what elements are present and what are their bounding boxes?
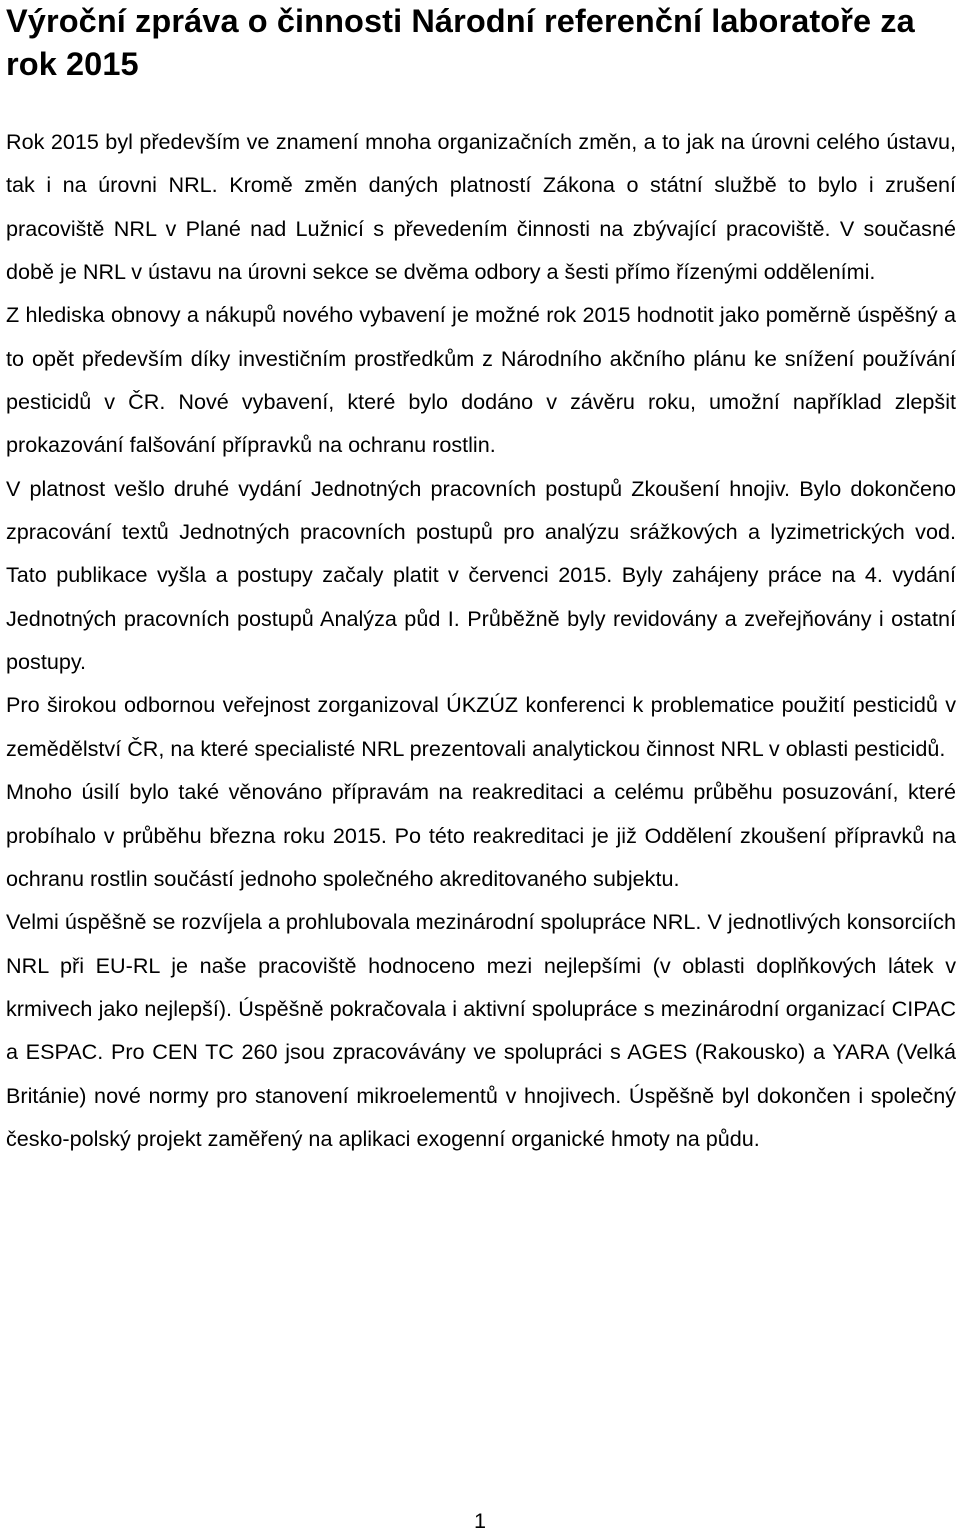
paragraph-conference: Pro širokou odbornou veřejnost zorganizoval ÚKZÚZ konferenci k problematice použití pesticidů v zemědělství ČR, na které specialisté NRL prezentovali analytickou činnost NRL v oblasti pesticidů. — [6, 692, 956, 761]
page-number: 1 — [473, 1508, 486, 1533]
document-title: Výroční zpráva o činnosti Národní referenční laboratoře za rok 2015 — [6, 3, 915, 82]
paragraph-organizational-changes: Rok 2015 byl především ve znamení mnoha organizačních změn, a to jak na úrovni celého ústavu, tak i na úrovni NRL. Kromě změn daných platností Zákona o státní službě to bylo i zrušení pracoviště NRL v Plané nad Lužnicí s převedením činnosti na zbývající pracoviště. V současné době je NRL v ústavu na úrovni sekce se dvěma odbory a šesti přímo řízenými odděleními. — [6, 129, 956, 285]
paragraph-international-cooperation: Velmi úspěšně se rozvíjela a prohlubovala mezinárodní spolupráce NRL. V jednotlivých konsorciích NRL při EU-RL je naše pracoviště hodnoceno mezi nejlepšími (v oblasti doplňkových látek v krmivech jako nejlepší). Úspěšně pokračovala i aktivní spolupráce s mezinárodní organizací CIPAC a ESPAC. Pro CEN TC 260 jsou zpracovávány ve spolupráci s AGES (Rakousko) a YARA (Velká Británie) nové normy pro stanovení mikroelementů v hnojivech. Úspěšně byl dokončen i společný česko-polský projekt zaměřený na aplikaci exogenní organické hmoty na půdu. — [6, 909, 956, 1151]
paragraph-reaccreditation: Mnoho úsilí bylo také věnováno přípravám na reakreditaci a celému průběhu posuzování, které probíhalo v průběhu března roku 2015. Po této reakreditaci je již Oddělení zkoušení přípravků na ochranu rostlin součástí jednoho společného akreditovaného subjektu. — [6, 779, 956, 891]
paragraph-equipment: Z hlediska obnovy a nákupů nového vybavení je možné rok 2015 hodnotit jako poměrně úspěšný a to opět především díky investičním prostředkům z Národního akčního plánu ke snížení používání pesticidů v ČR. Nové vybavení, které bylo dodáno v závěru roku, umožní například zlepšit prokazování falšování přípravků na ochranu rostlin. — [6, 302, 956, 458]
document-body — [6, 120, 956, 1160]
paragraph-working-procedures: V platnost vešlo druhé vydání Jednotných pracovních postupů Zkoušení hnojiv. Bylo dokončeno zpracování textů Jednotných pracovních postupů pro analýzu srážkových a lyzimetrických vod. Tato publikace vyšla a postupy začaly platit v červenci 2015. Byly zahájeny práce na 4. vydání Jednotných pracovních postupů Analýza půd I. Průběžně byly revidovány a zveřejňovány i ostatní postupy. — [6, 475, 956, 675]
